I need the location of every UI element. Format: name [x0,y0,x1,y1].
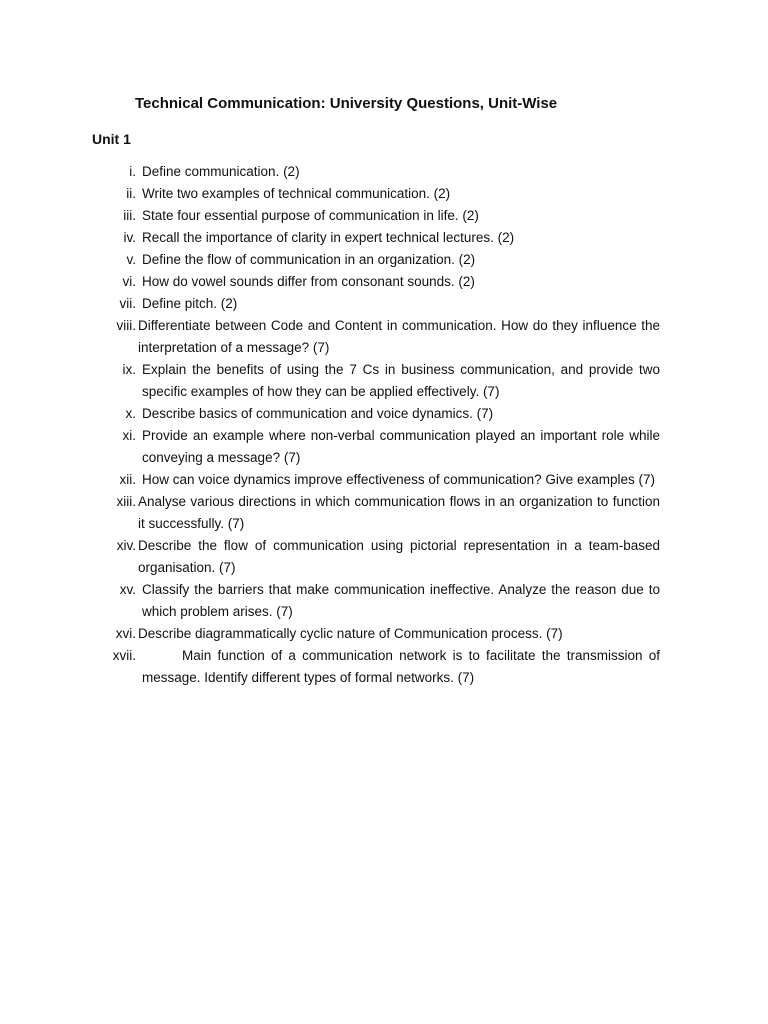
question-item [100,161,660,183]
question-item [100,227,660,249]
question-text: Define the flow of communication in an organization. (2) [142,252,476,267]
question-number: iii. [123,208,136,223]
question-item [100,425,660,469]
question-number: xv. [119,582,136,597]
question-text: Recall the importance of clarity in expert technical lectures. (2) [142,230,515,245]
question-item [100,249,660,271]
question-number: i. [129,164,136,179]
question-list [100,161,660,689]
question-item [100,315,660,359]
question-number: x. [125,406,136,421]
question-text: Describe diagrammatically cyclic nature of Communication process. (7) [138,626,563,641]
question-item [100,469,660,491]
question-text: Describe basics of communication and voice dynamics. (7) [142,406,494,421]
question-number: xvii. [112,648,136,663]
question-text: Define communication. (2) [142,164,300,179]
question-number: vi. [122,274,136,289]
question-text: State four essential purpose of communication in life. (2) [142,208,479,223]
question-number: v. [126,252,136,267]
question-text: Differentiate between Code and Content in communication. How do they influence the interpretation of a message? (7) [138,318,660,355]
question-item [100,293,660,315]
question-text: Explain the benefits of using the 7 Cs in business communication, and provide two specific examples of how they can be applied effectively. (7) [142,362,660,399]
question-text: Analyse various directions in which communication flows in an organization to function it successfully. (7) [138,494,660,531]
question-item [100,491,660,535]
question-item [100,183,660,205]
question-number: xi. [122,428,136,443]
question-text: Main function of a communication network is to facilitate the transmission of message. Identify different types of formal networks. (7) [142,648,660,685]
question-item [100,403,660,425]
question-number: xiv. [116,538,136,553]
question-number: iv. [123,230,136,245]
question-item [100,645,660,689]
question-number: ix. [122,362,136,377]
question-text: Describe the flow of communication using pictorial representation in a team-based organisation. (7) [138,538,660,575]
question-number: xvi. [115,626,136,641]
question-text: Classify the barriers that make communication ineffective. Analyze the reason due to which problem arises. (7) [142,582,660,619]
question-number: xiii. [116,494,136,509]
question-number: vii. [119,296,136,311]
question-text: Provide an example where non-verbal communication played an important role while conveying a message? (7) [142,428,660,465]
question-number: ii. [126,186,136,201]
question-item [100,623,660,645]
question-item [100,535,660,579]
question-text: How do vowel sounds differ from consonant sounds. (2) [142,274,475,289]
question-item [100,359,660,403]
document-title: Technical Communication: University Questions, Unit-Wise [135,95,558,112]
question-text: Define pitch. (2) [142,296,238,311]
question-item [100,579,660,623]
unit-heading: Unit 1 [92,131,131,147]
question-item [100,205,660,227]
question-number: viii. [116,318,136,333]
question-text: How can voice dynamics improve effectiveness of communication? Give examples (7) [142,472,655,487]
question-item [100,271,660,293]
question-text: Write two examples of technical communication. (2) [142,186,451,201]
question-number: xii. [119,472,136,487]
